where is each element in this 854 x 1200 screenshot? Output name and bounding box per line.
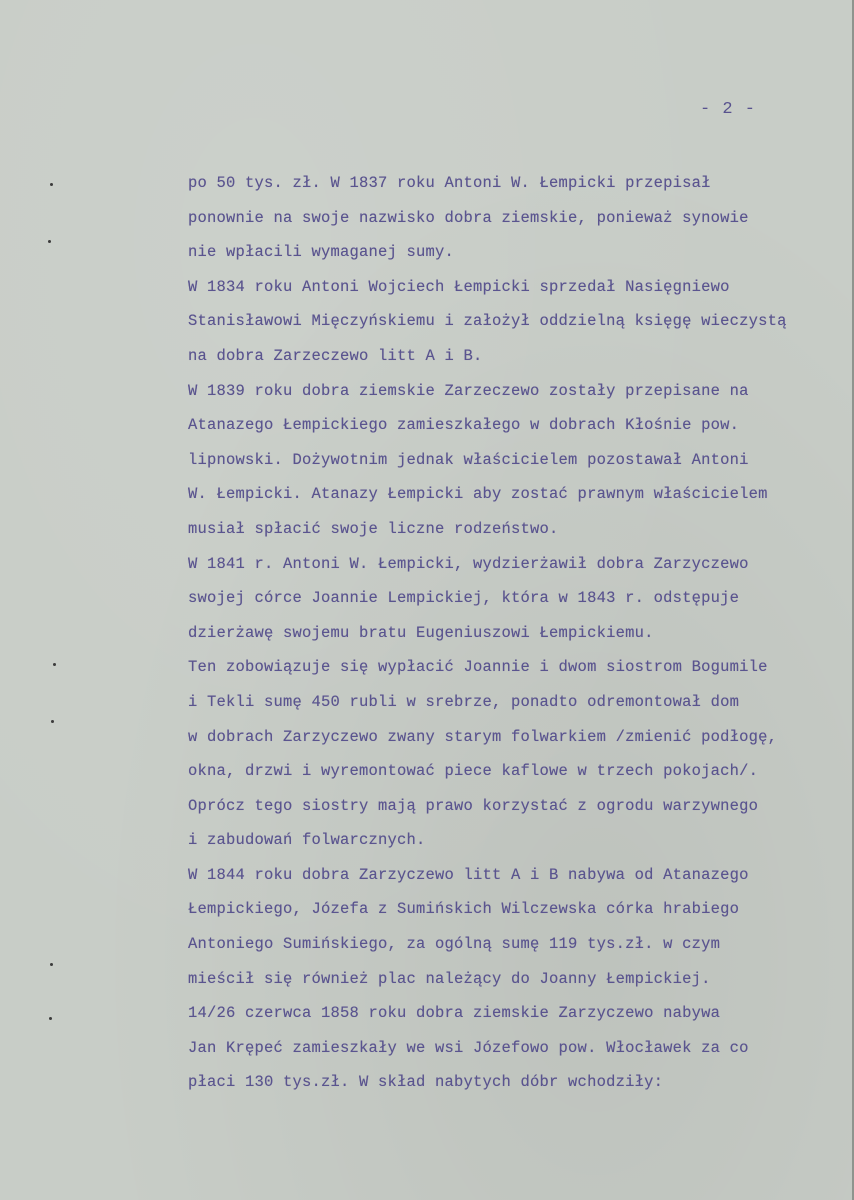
text-line: nie wpłacili wymaganej sumy. [188,243,455,262]
text-line: mieścił się również plac należący do Joanny Łempickiej. [188,969,711,988]
text-line: musiał spłacić swoje liczne rodzeństwo. [188,519,559,538]
text-line: W 1834 roku Antoni Wojciech Łempicki sprzedał Nasięgniewo [188,277,730,296]
text-line: Stanisławowi Mięczyńskiemu i założył oddzielną księgę wieczystą [188,312,787,331]
text-line: lipnowski. Dożywotnim jednak właścicielem pozostawał Antoni [188,450,749,469]
margin-mark [48,240,51,243]
text-line: W 1844 roku dobra Zarzyczewo litt A i B nabywa od Atanazego [188,865,749,884]
text-line: swojej córce Joannie Lempickiej, która w 1843 r. odstępuje [188,589,740,608]
text-line: Jan Krępeć zamieszkały we wsi Józefowo pow. Włocławek za co [188,1038,749,1057]
text-line: ponownie na swoje nazwisko dobra ziemskie, ponieważ synowie [188,208,749,227]
text-line: płaci 130 tys.zł. W skład nabytych dóbr wchodziły: [188,1073,664,1092]
text-line: Ten zobowiązuje się wypłacić Joannie i dwom siostrom Bogumile [188,658,768,677]
text-line: 14/26 czerwca 1858 roku dobra ziemskie Zarzyczewo nabywa [188,1004,721,1023]
text-line: i Tekli sumę 450 rubli w srebrze, ponadto odremontował dom [188,692,740,711]
margin-mark [49,1017,52,1020]
text-line: W. Łempicki. Atanazy Łempicki aby zostać prawnym właścicielem [188,485,768,504]
text-line: okna, drzwi i wyremontować piece kaflowe w trzech pokojach/. [188,762,759,781]
text-line: na dobra Zarzeczewo litt A i B. [188,346,483,365]
text-line: i zabudowań folwarcznych. [188,831,426,850]
text-line: Łempickiego, Józefa z Sumińskich Wilczewska córka hrabiego [188,900,740,919]
text-line: Atanazego Łempickiego zamieszkałego w dobrach Kłośnie pow. [188,416,740,435]
text-line: W 1841 r. Antoni W. Łempicki, wydzierżawił dobra Zarzyczewo [188,554,749,573]
margin-mark [50,963,53,966]
text-line: w dobrach Zarzyczewo zwany starym folwarkiem /zmienić podłogę, [188,727,778,746]
page-number: - 2 - [700,100,757,119]
margin-mark [50,183,53,186]
margin-mark [51,720,54,723]
text-line: Oprócz tego siostry mają prawo korzystać z ogrodu warzywnego [188,796,759,815]
typed-body-text [188,166,848,1100]
text-line: dzierżawę swojemu bratu Eugeniuszowi Łempickiemu. [188,623,654,642]
text-line: W 1839 roku dobra ziemskie Zarzeczewo zostały przepisane na [188,381,749,400]
text-line: Antoniego Sumińskiego, za ogólną sumę 119 tys.zł. w czym [188,935,721,954]
margin-mark [53,663,56,666]
text-line: po 50 tys. zł. W 1837 roku Antoni W. Łempicki przepisał [188,174,711,192]
